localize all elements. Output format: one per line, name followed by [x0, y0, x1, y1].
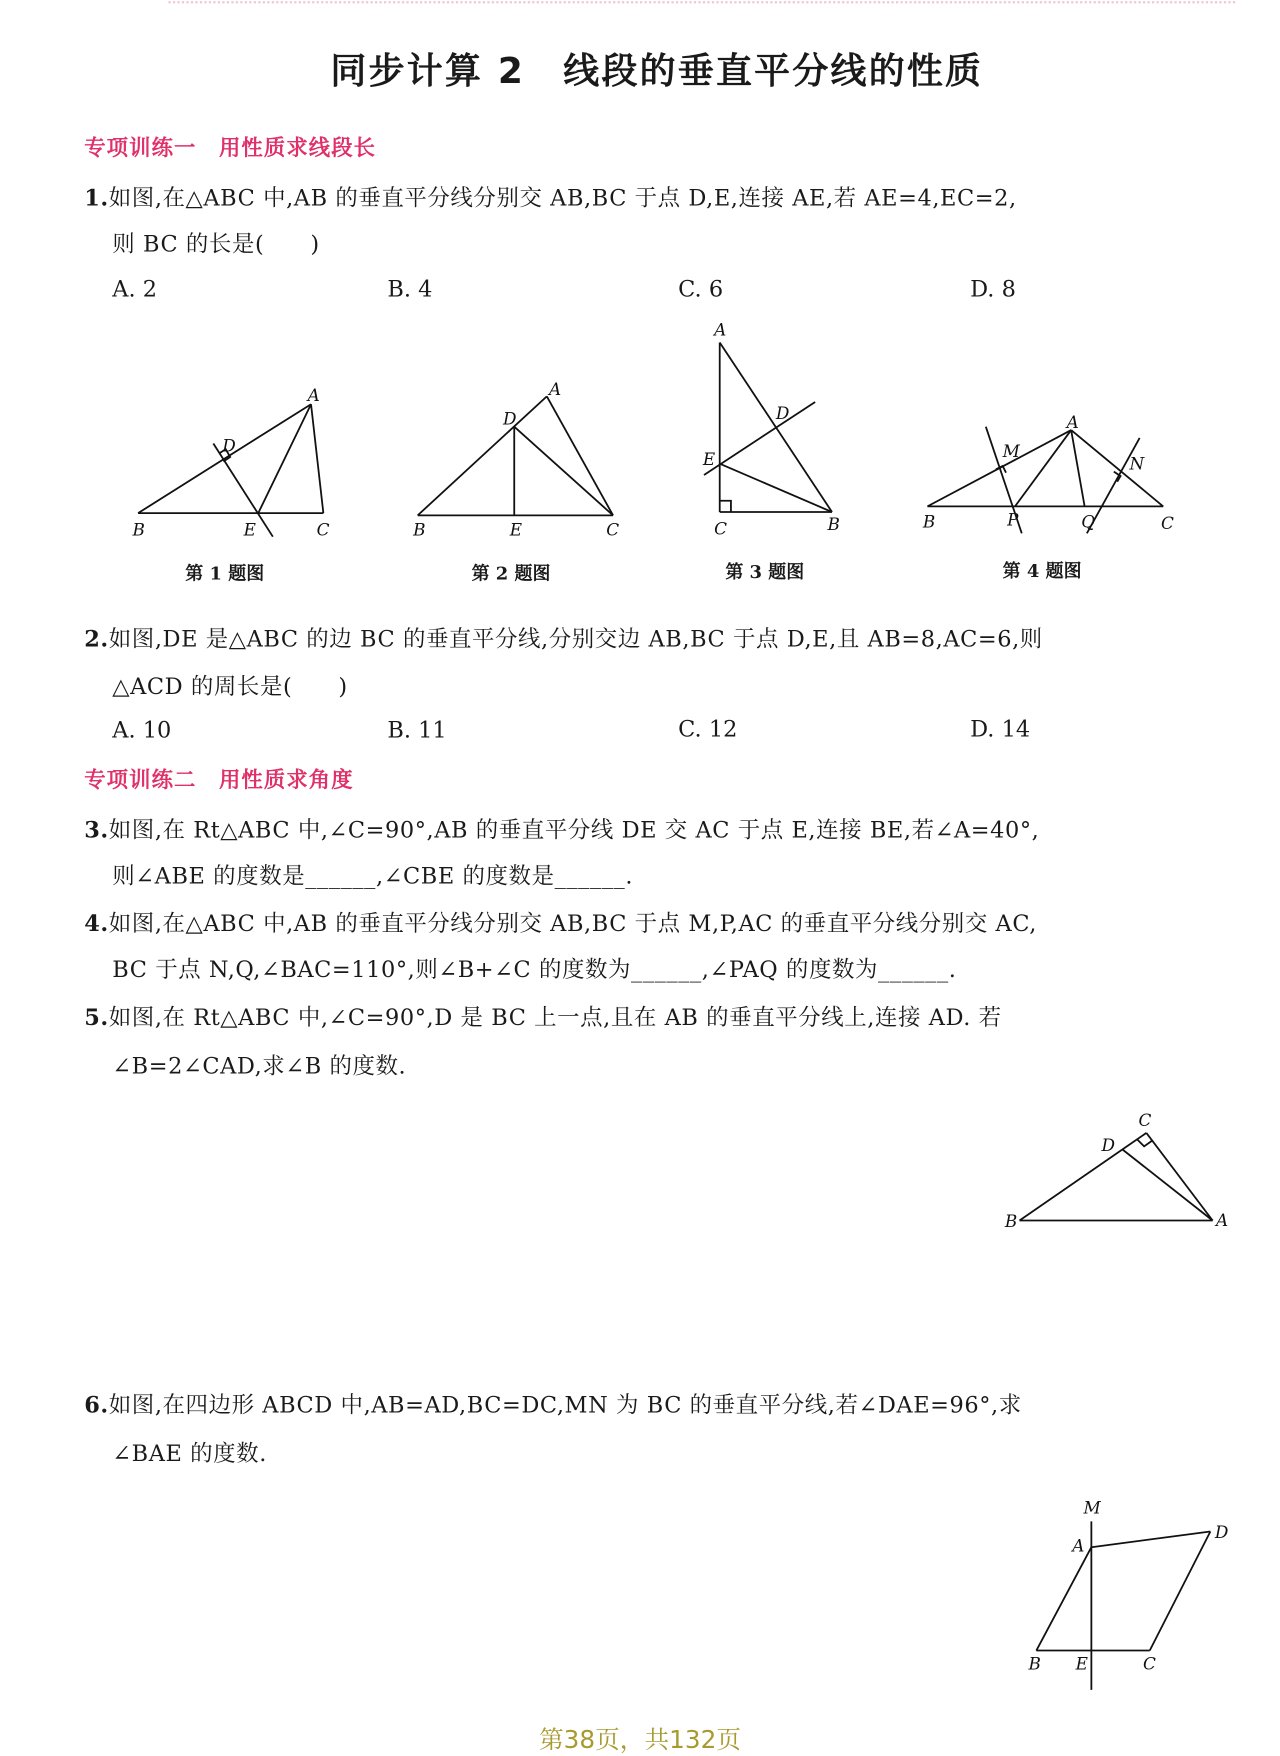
- svg-text:D: D: [222, 435, 236, 456]
- svg-text:A: A: [714, 319, 727, 340]
- svg-text:E: E: [702, 448, 716, 469]
- question-3-line-1: 3.如图,在 Rt△ABC 中,∠C=90°,AB 的垂直平分线 DE 交 AC 于点 E,连接 BE,若∠A=40°,: [84, 816, 1040, 844]
- question-2-line-1: 2.如图,DE 是△ABC 的边 BC 的垂直平分线,分别交边 AB,BC 于点 D,E,且 AB=8,AC=6,则: [84, 625, 1043, 653]
- q1-option-a: A. 2: [112, 275, 158, 303]
- question-4-line-2: BC 于点 N,Q,∠BAC=110°,则∠B+∠C 的度数为______,∠PAQ 的度数为______.: [112, 955, 957, 983]
- svg-text:B: B: [413, 519, 426, 540]
- svg-text:E: E: [509, 519, 523, 540]
- q2-option-a: A. 10: [112, 716, 172, 744]
- svg-text:A: A: [1066, 411, 1079, 432]
- svg-text:D: D: [503, 408, 517, 429]
- svg-text:B: B: [1028, 1653, 1041, 1674]
- svg-text:B: B: [1004, 1211, 1018, 1232]
- svg-text:D: D: [1214, 1522, 1229, 1543]
- svg-text:A: A: [549, 379, 562, 400]
- page-title: 同步计算 2 线段的垂直平分线的性质: [330, 49, 984, 93]
- figure-3-caption: 第 3 题图: [725, 561, 805, 583]
- svg-text:A: A: [1072, 1535, 1085, 1556]
- q2-option-c: C. 12: [678, 715, 738, 743]
- svg-text:D: D: [1101, 1134, 1115, 1155]
- figure-5: [1004, 1110, 1228, 1231]
- figure-1: [131, 385, 329, 540]
- svg-text:D: D: [775, 402, 790, 423]
- question-6-line-1: 6.如图,在四边形 ABCD 中,AB=AD,BC=DC,MN 为 BC 的垂直平分线,若∠DAE=96°,求: [84, 1391, 1022, 1419]
- svg-text:C: C: [1143, 1653, 1156, 1674]
- question-4-line-1: 4.如图,在△ABC 中,AB 的垂直平分线分别交 AB,BC 于点 M,P,AC 的垂直平分线分别交 AC,: [84, 909, 1037, 937]
- figure-4-caption: 第 4 题图: [1002, 560, 1082, 582]
- q1-option-d: D. 8: [970, 275, 1016, 303]
- figure-6: [1027, 1498, 1228, 1690]
- q2-option-d: D. 14: [970, 715, 1031, 743]
- svg-text:B: B: [132, 519, 145, 540]
- svg-text:C: C: [606, 519, 620, 540]
- figure-3: [702, 320, 840, 539]
- question-6-line-2: ∠BAE 的度数.: [112, 1439, 267, 1467]
- figure-1-caption: 第 1 题图: [185, 562, 265, 584]
- svg-text:P: P: [1007, 509, 1019, 530]
- svg-text:E: E: [1075, 1653, 1088, 1674]
- figure-2-caption: 第 2 题图: [471, 562, 551, 584]
- section-heading-2: 专项训练二 用性质求角度: [84, 767, 354, 793]
- svg-text:N: N: [1129, 453, 1145, 474]
- question-5-line-2: ∠B=2∠CAD,求∠B 的度数.: [112, 1052, 407, 1080]
- page-number: 第38页，共132页: [538, 1726, 742, 1755]
- q1-option-b: B. 4: [387, 275, 433, 303]
- question-1-line-1: 1.如图,在△ABC 中,AB 的垂直平分线分别交 AB,BC 于点 D,E,连接 AE,若 AE=4,EC=2,: [84, 184, 1017, 212]
- question-5-line-1: 5.如图,在 Rt△ABC 中,∠C=90°,D 是 BC 上一点,且在 AB 的垂直平分线上,连接 AD. 若: [84, 1003, 1002, 1031]
- svg-text:C: C: [316, 519, 330, 540]
- svg-text:Q: Q: [1081, 511, 1096, 532]
- svg-text:C: C: [1138, 1110, 1152, 1131]
- q1-option-c: C. 6: [678, 275, 724, 303]
- question-1-line-2: 则 BC 的长是( ): [112, 230, 320, 258]
- svg-text:B: B: [922, 511, 936, 532]
- svg-text:M: M: [1083, 1497, 1101, 1518]
- svg-text:M: M: [1002, 440, 1020, 461]
- svg-text:A: A: [1215, 1210, 1229, 1231]
- svg-text:C: C: [1160, 512, 1174, 533]
- svg-text:C: C: [714, 518, 727, 539]
- svg-text:E: E: [243, 519, 256, 540]
- q2-option-b: B. 11: [387, 716, 447, 744]
- question-3-line-2: 则∠ABE 的度数是______,∠CBE 的度数是______.: [112, 862, 634, 890]
- figure-2: [412, 379, 619, 539]
- question-2-line-2: △ACD 的周长是( ): [112, 672, 348, 700]
- svg-text:A: A: [307, 384, 320, 405]
- svg-text:B: B: [827, 513, 840, 534]
- section-heading-1: 专项训练一 用性质求线段长: [84, 135, 377, 161]
- figure-4: [922, 412, 1174, 534]
